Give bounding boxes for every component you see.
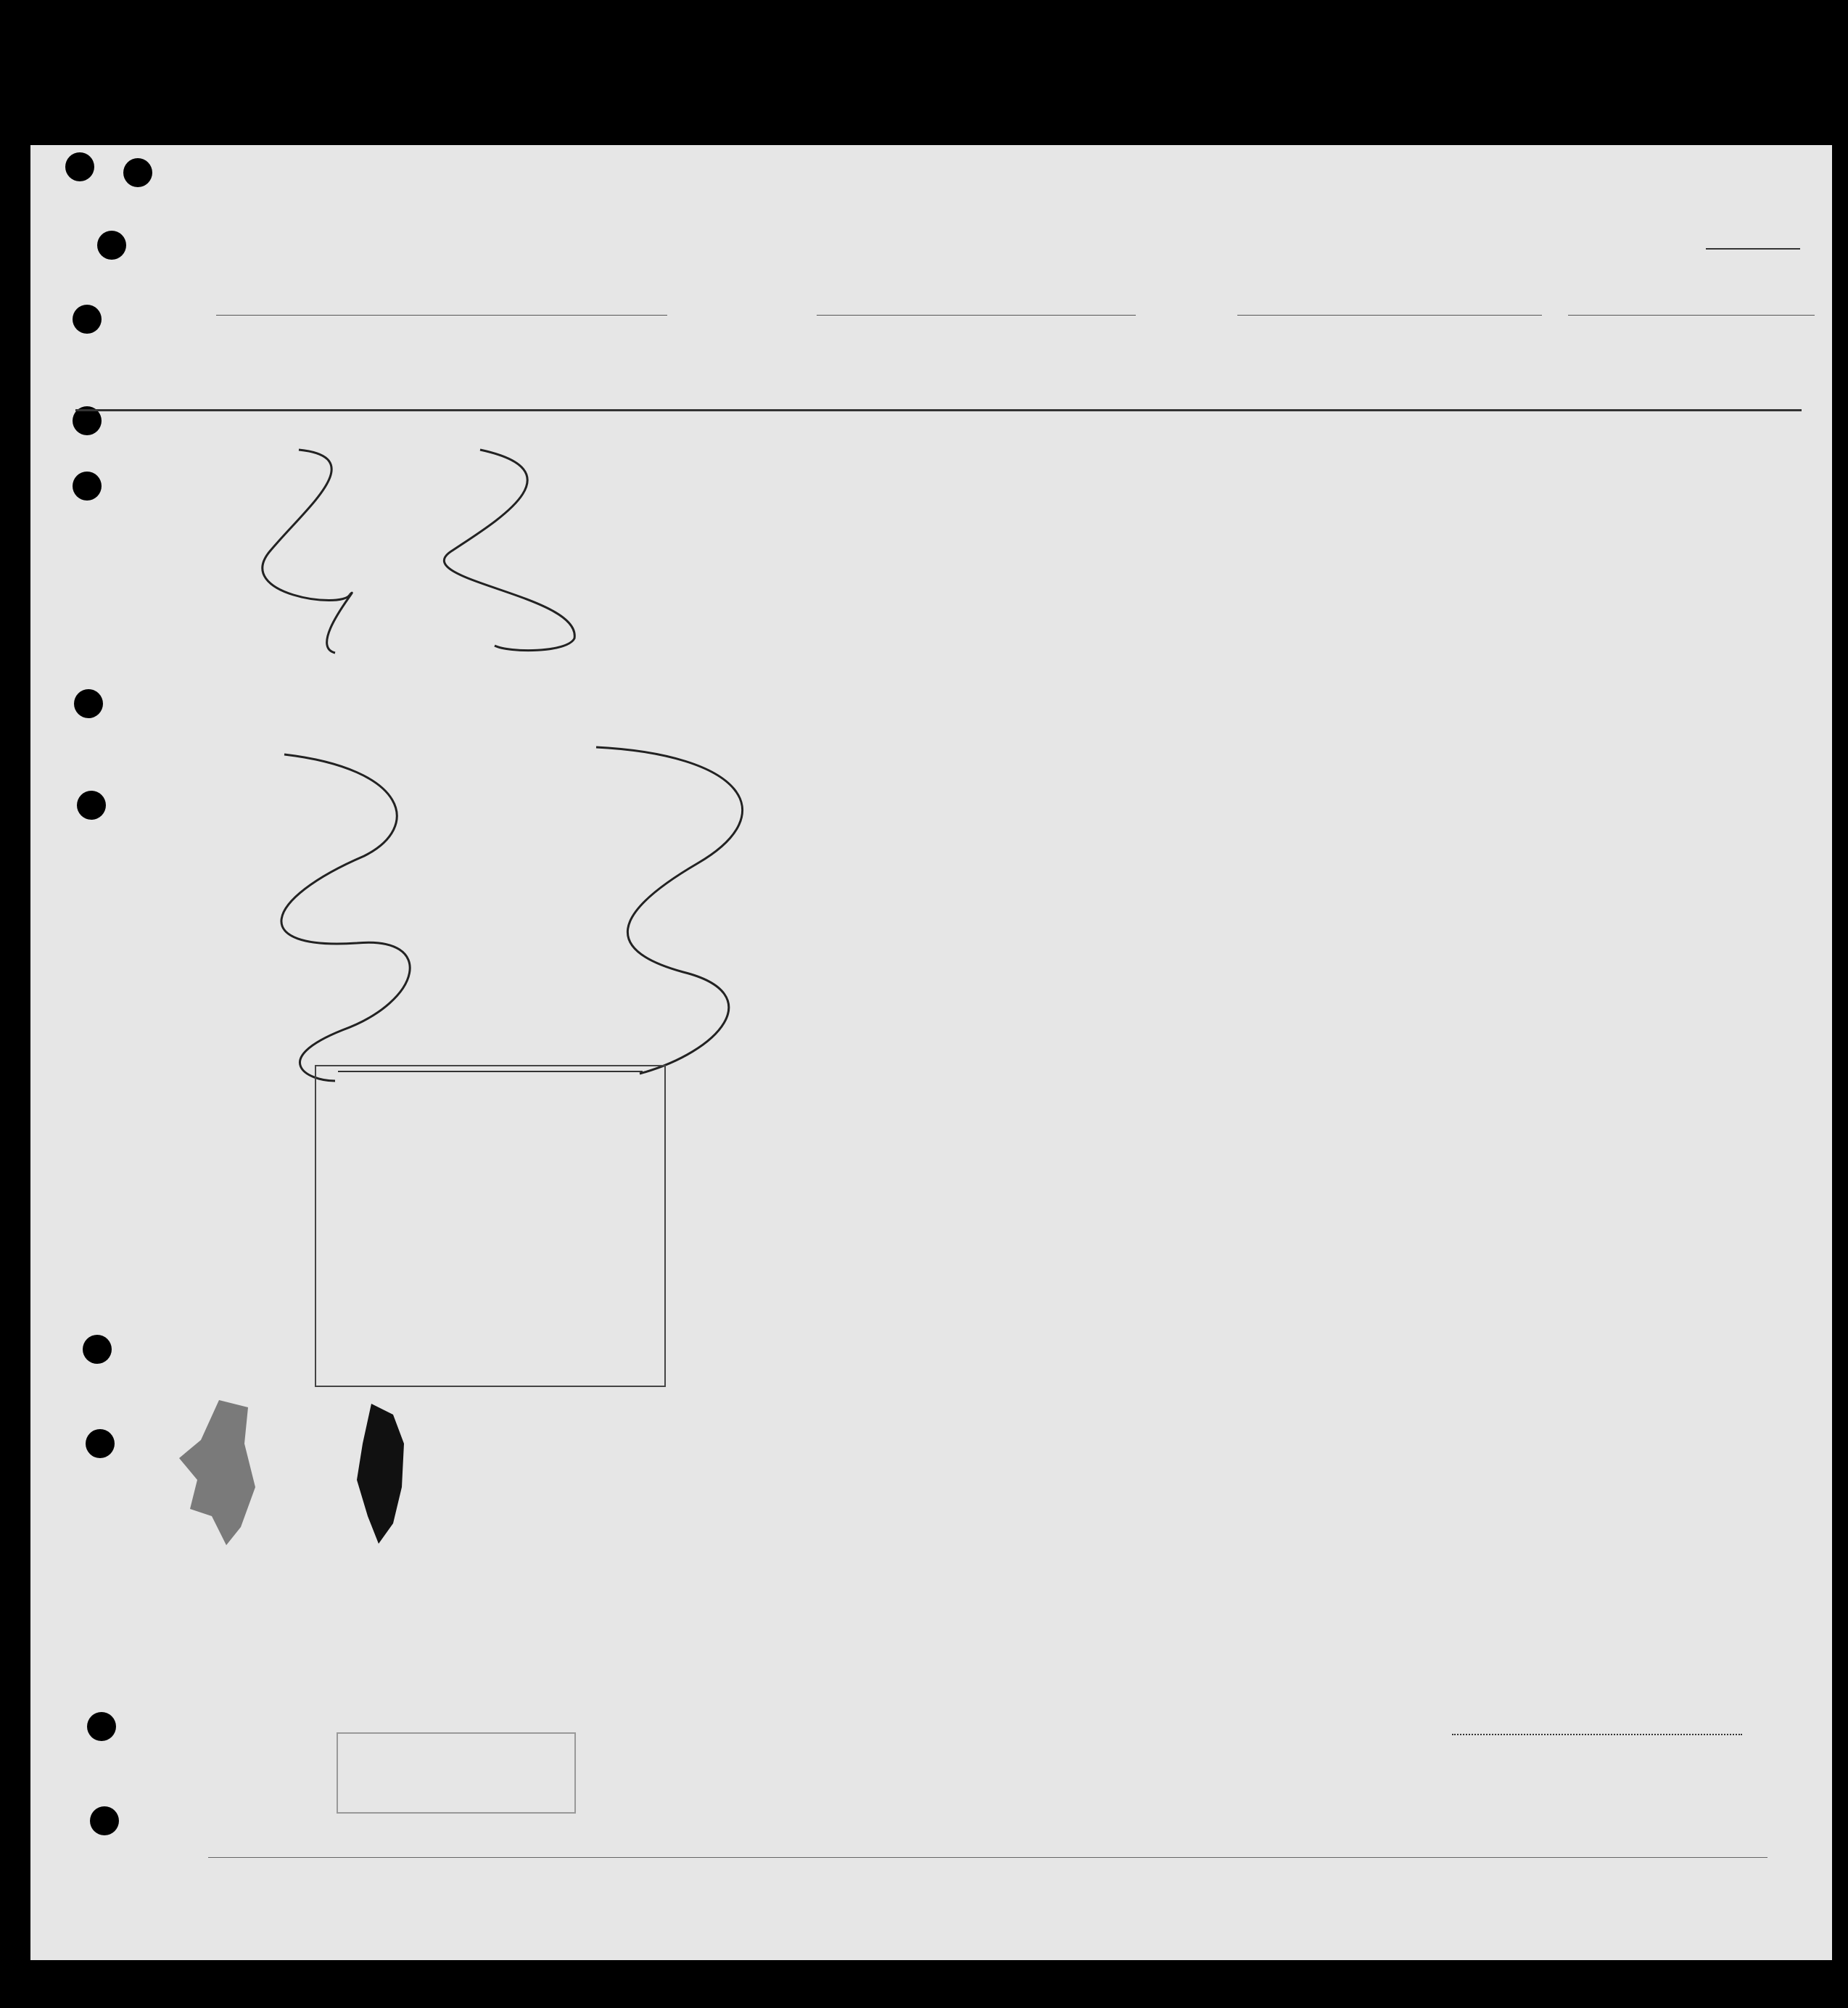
seal-impression (350, 1400, 422, 1545)
master-signature-line (1452, 1734, 1742, 1735)
cancel-squiggles (30, 145, 1832, 1960)
stamp-issued (316, 1111, 664, 1130)
squiggle (263, 450, 352, 653)
seal-impression (176, 1400, 321, 1545)
consulate-stamp (315, 1065, 666, 1387)
service-stamp (337, 1732, 576, 1814)
squiggle (596, 747, 743, 1074)
stamp-count (316, 1148, 664, 1166)
stamp-line3 (338, 1071, 643, 1072)
stamp-valid (316, 1130, 664, 1148)
manifest-sheet (30, 145, 1832, 1960)
stamp-classification (316, 1081, 664, 1098)
squiggle (281, 754, 410, 1081)
footer-rule (208, 1857, 1767, 1858)
squiggle (444, 450, 574, 651)
